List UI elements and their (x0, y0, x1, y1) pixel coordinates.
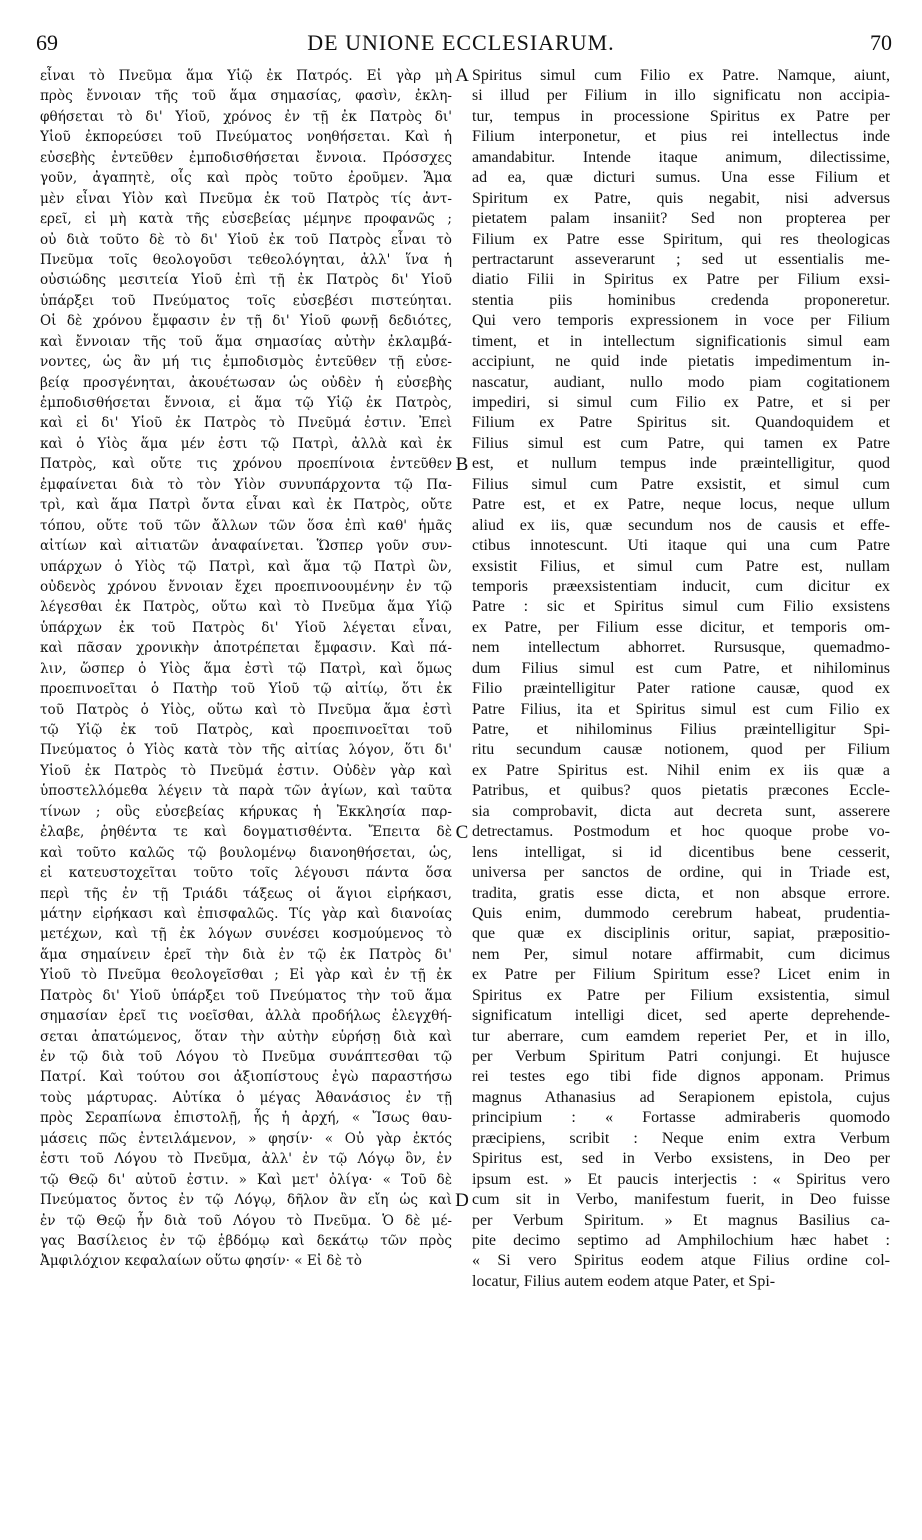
greek-text-line: νοντες, ὡς ἂν μή τις ἐμποδισμὸς ἐντεῦθεν τῇ εὐσε- (40, 354, 452, 371)
latin-text-line: nem Per, simul notare affirmabit, cum dicimus (472, 945, 890, 963)
latin-text-line: præcipiens, scribit : Neque enim extra Verbum (472, 1129, 890, 1147)
greek-text-line: ερεῖ, εἰ μὴ κατὰ τῆς εὐσεβείας μέμηνε προφανῶς ; (40, 211, 452, 228)
latin-text-line: magnus Athanasius ad Serapionem epistola, cujus (472, 1088, 890, 1106)
latin-text-line: pertractarunt asseverarunt ; sed ut essentialis me- (472, 250, 890, 268)
latin-text-line: per Verbum Spiritum Patri conjungi. Et hujusce (472, 1048, 890, 1065)
greek-text-line: καὶ τοῦτο καλῶς τῷ βουλομένῳ διανοηθήσεται, ὡς, (40, 844, 452, 861)
latin-text-line: ipsum est. » Et paucis interjectis : « Spiritus vero (472, 1170, 890, 1188)
latin-text-line: detrectamus. Postmodum et hoc quoque probe vo- (472, 823, 890, 841)
greek-text-line: μὲν εἶναι Υἱὸν καὶ Πνεῦμα ἐκ τοῦ Πατρὸς τίς ἀντ- (40, 190, 452, 207)
greek-text-line: Πατρὸς δι' Υἱοῦ ὑπάρξει τοῦ Πνεύματος τὴν τοῦ ἅμα (40, 987, 452, 1004)
greek-text-line: ἐλαβε, ῥηθέντα τε καὶ δογματισθέντα. Ἔπειτα δὲ (40, 824, 452, 841)
latin-text-line: ex Patre, per Filium esse dicitur, et temporis om- (472, 618, 890, 636)
greek-text-line: Πνεύματος ὁ Υἱὸς κατὰ τὸν τῆς αἰτίας λόγον, ὅτι δι' (40, 742, 452, 759)
greek-text-line: εὐσεβὴς ἐντεῦθεν ἐμποδισθήσεται ἔννοια. Πρόσσχες (40, 149, 452, 166)
latin-text-line: locatur, Filius autem eodem atque Pater, et Spi- (472, 1272, 776, 1290)
greek-text-line: τοὺς μάρτυρας. Αὐτίκα ὁ μέγας Ἀθανάσιος ἐν τῇ (40, 1089, 452, 1106)
latin-text-line: diatio Filii in Spiritus ex Patre per Filium exsi- (472, 271, 890, 289)
latin-text-line: stentia piis hominibus credenda proponeretur. (472, 291, 890, 309)
latin-text-line: principium : « Fortasse admiraberis quomodo (472, 1109, 890, 1127)
greek-text-line: Πνεῦμα τοῖς θεολογοῦσι τεθεολόγηται, ἀλλ' ἵνα ἡ (40, 251, 452, 268)
latin-text-line: sia comprobavit, dicta aut decreta sunt, asserere (472, 802, 890, 820)
greek-text-line: λιν, ὥσπερ ὁ Υἱὸς ἅμα ἐστὶ τῷ Πατρὶ, καὶ ὅμως (40, 660, 452, 677)
running-header (0, 30, 922, 66)
latin-text-line: Patre Filius, ita et Spiritus simul est cum Filio ex (472, 700, 890, 718)
latin-text-line: est, et nullum tempus inde præintelligitur, quod (472, 455, 890, 473)
latin-text-line: per Verbum Spiritum. » Et magnus Basilius ca- (472, 1211, 890, 1229)
latin-text-line: Spiritus ex Patre per Filium exsistentia, simul (472, 986, 890, 1004)
greek-text-line: πρὸς Σεραπίωνα ἐπιστολῇ, ἧς ἡ ἀρχή, « Ἴσως θαυ- (40, 1110, 452, 1127)
greek-text-line: ὑπάρξει τοῦ Πνεύματος τοῖς εὐσεβέσι πιστεύηται. (40, 292, 452, 309)
latin-text-line: Filius simul est cum Patre, qui tamen ex Patre (472, 434, 890, 452)
latin-text-line: rei testes ego tibi fide dignos apponam. Primus (472, 1068, 890, 1086)
latin-text-line: cum sit in Verbo, manifestum fuerit, in Deo fuisse (472, 1191, 890, 1209)
greek-text-line: Πνεύματος ὄντος ἐν τῷ Λόγῳ, δῆλον ἂν εἴη ὡς καὶ (40, 1192, 452, 1209)
section-marker: A (455, 65, 469, 86)
greek-text-line: σεται ἀπατώμενος, ὅταν τὴν αὐτὴν εὑρήσῃ διὰ καὶ (40, 1028, 452, 1045)
latin-text-line: tur aberrare, cum eamdem reperiet Per, et in illo, (472, 1027, 890, 1045)
latin-text-line: aliud ex iis, quæ secundum nos de causis et effe- (472, 516, 890, 534)
greek-text-line: ἐστι τοῦ Λόγου τὸ Πνεῦμα, ἀλλ' ἐν τῷ Λόγῳ ὂν, ἐν (40, 1151, 452, 1168)
greek-text-line: Υἱοῦ τὸ Πνεῦμα θεολογεῖσθαι ; Εἰ γὰρ καὶ ἐν τῇ ἐκ (40, 967, 452, 984)
latin-text-line: « Si vero Spiritus eodem atque Filius ordine col- (472, 1252, 890, 1270)
latin-text-line: Patre est, et ex Patre, neque locus, neque ullum (472, 496, 890, 514)
greek-text-line: Ἀμφιλόχιον κεφαλαίων οὕτω φησίν· « Εἰ δὲ τὸ (40, 1253, 362, 1270)
greek-text-line: μάτην εἰρήκασι καὶ ἐπισφαλῶς. Τίς γὰρ καὶ διανοίας (40, 905, 452, 922)
latin-text-line: ritu secundum causæ notionem, quod per Filium (472, 741, 890, 759)
latin-text-line: significatum intelligi dicet, sed aperte deprehende- (472, 1007, 890, 1025)
latin-text-line: Filio præintelligitur Pater ratione causæ, quod ex (472, 680, 890, 698)
greek-text-line: πρὸς ἔννοιαν τῆς τοῦ ἅμα σημασίας, φασὶν, ἐκλη- (40, 88, 452, 105)
greek-text-line: ἐμφαίνεται διὰ τὸ τὸν Υἱὸν συνυπάρχοντα τῷ Πα- (40, 476, 452, 493)
latin-text-line: impediri, si simul cum Filio ex Patre, et si per (472, 394, 890, 411)
latin-text-line: nascatur, audiant, nullo modo piam cogitationem (472, 373, 890, 391)
latin-text-line: pietatem palam insaniit? Sed non propterea per (472, 210, 890, 228)
greek-text-line: καὶ εἰ δι' Υἱοῦ ἐκ Πατρὸς τὸ Πνεῦμά ἐστιν. Ἐπεὶ (40, 415, 452, 432)
latin-text-line: Filium interponetur, et pius rei intellectus inde (472, 128, 890, 146)
greek-text-line: ὑπάρχων ἐκ τοῦ Πατρὸς δι' Υἱοῦ λέγεται εἶναι, (40, 619, 452, 636)
greek-text-line: εἰ κατευστοχεῖται τοῦτο τοῖς λέγουσι πάντα ὅσα (40, 865, 452, 882)
greek-text-line: Υἱοῦ ἐκ Πατρὸς τὸ Πνεῦμά ἐστιν. Οὐδὲν γὰρ καὶ (40, 762, 452, 779)
greek-text-line: καὶ ὁ Υἱὸς ἅμα μέν ἐστι τῷ Πατρὶ, ἀλλὰ καὶ ἐκ (40, 435, 452, 452)
greek-text-line: ἐν τῷ Θεῷ ἦν διὰ τοῦ Λόγου τὸ Πνεῦμα. Ὁ δὲ μέ- (40, 1212, 452, 1229)
greek-text-line: Πατρὸς, καὶ οὔτε τις χρόνου προεπίνοια ἐντεῦθεν (40, 456, 452, 473)
greek-text-line: οὐ διὰ τοῦτο δὲ τὸ δι' Υἱοῦ ἐκ τοῦ Πατρὸς εἶναι τὸ (40, 231, 452, 248)
latin-text-line: Quis enim, dummodo cerebrum habeat, prudentia- (472, 904, 890, 922)
latin-text-line: Qui vero temporis expressionem in voce per Filium (472, 312, 890, 330)
greek-text-line: ἐμποδισθήσεται ἔννοια, εἰ ἅμα τῷ Υἱῷ ἐκ Πατρὸς, (40, 395, 452, 411)
latin-text-line: accipiunt, ne quid inde pietatis impedimentum in- (472, 353, 890, 371)
greek-text-line: τίνων ; οὓς εὐσεβείας κήρυκας ἡ Ἐκκλησία παρ- (40, 803, 452, 820)
latin-text-line: amandabitur. Intende itaque animum, dilectissime, (472, 148, 890, 166)
latin-text-line: ex Patre Spiritus est. Nihil enim ex iis quæ a (472, 761, 890, 779)
latin-text-line: Patre, et nihilominus Filius præintelligitur Spi- (472, 721, 890, 738)
latin-text-line: pite decimo septimo ad Amphilochium hæc habet : (472, 1231, 890, 1249)
greek-text-line: μάσεις πῶς ἐντειλάμενον, » φησίν· « Οὐ γὰρ ἐκτός (40, 1130, 452, 1147)
latin-text-line: exsistit Filius, et simul cum Patre est, nullam (472, 557, 890, 575)
greek-text-line: προεπινοεῖται ὁ Πατὴρ τοῦ Υἱοῦ τῷ αἰτίῳ, ὅτι ἐκ (40, 681, 452, 698)
latin-text-line: nem intellectum abhorret. Rursusque, quemadmo- (472, 639, 890, 657)
greek-text-line: γοῦν, ἀγαπητὲ, οἷς καὶ πρὸς τοῦτο ἐροῦμεν. Ἅμα (40, 170, 452, 187)
greek-text-line: εἶναι τὸ Πνεῦμα ἅμα Υἱῷ ἐκ Πατρός. Εἰ γὰρ μὴ (40, 68, 452, 84)
greek-text-line: τῷ Υἱῷ ἐκ τοῦ Πατρὸς, καὶ προεπινοεῖται τοῦ (40, 722, 452, 738)
latin-text-line: Spiritum ex Patre, quis negabit, nisi adversus (472, 189, 890, 207)
greek-text-line: γας Βασίλειος ἐν τῷ ἑβδόμῳ καὶ δεκάτῳ τῶν πρὸς (40, 1232, 452, 1249)
greek-text-line: Οἱ δὲ χρόνου ἔμφασιν ἐν τῇ δι' Υἱοῦ φωνῇ δεδιότες, (40, 313, 452, 330)
greek-text-line: περὶ τῆς ἐν τῇ Τριάδι τάξεως οἱ ἅγιοι εἰρήκασι, (40, 885, 452, 902)
running-title: DE UNIONE ECCLESIARUM. (307, 30, 615, 55)
greek-text-line: λέγεσθαι ἐκ Πατρὸς, οὕτω καὶ τὸ Πνεῦμα ἅμα Υἱῷ (40, 599, 452, 616)
latin-text-line: si illud per Filium in illo significatu non accipia- (472, 87, 890, 105)
latin-text-line: Spiritus est, sed in Verbo exsistens, in Deo per (472, 1150, 890, 1168)
latin-text-line: timent, et in intellectum significationis simul eam (472, 332, 890, 350)
section-marker: D (455, 1189, 469, 1211)
greek-text-line: οὐδενὸς χρόνου ἔννοιαν ἔχει προεπινοουμένην ἐν τῷ (40, 578, 452, 595)
greek-text-line: καὶ πᾶσαν χρονικὴν ἀποτρέπεται ἔμφασιν. Καὶ πά- (40, 640, 452, 657)
latin-text-line: que quæ ex disciplinis oritur, sapiat, præpositio- (472, 925, 890, 943)
page-number-right: 70 (870, 30, 892, 55)
greek-text-line: τόπου, οὔτε τοῦ τῶν ἄλλων τῶν ὅσα ἐπὶ καθ' ἡμᾶς (40, 517, 452, 534)
latin-text-line: Filium ex Patre Spiritus sit. Quandoquidem et (472, 414, 890, 432)
latin-text-line: Patre : sic et Spiritus simul cum Filio exsistens (472, 598, 890, 616)
greek-text-line: τῷ Θεῷ δι' αὐτοῦ ἐστιν. » Καὶ μετ' ὀλίγα· « Τοῦ δὲ (40, 1171, 452, 1188)
page-number-left: 69 (36, 30, 58, 55)
greek-text-line: τοῦ Πατρὸς ὁ Υἱὸς, οὕτω καὶ τὸ Πνεῦμα ἅμα ἐστὶ (40, 701, 452, 718)
section-marker: B (455, 453, 469, 475)
greek-text-line: ὑποστελλόμεθα λέγειν τὰ παρὰ τῶν ἁγίων, καὶ ταῦτα (40, 783, 452, 800)
greek-text-line: υπάρχων ὁ Υἱὸς τῷ Πατρὶ, καὶ ἅμα τῷ Πατρὶ ὢν, (40, 558, 452, 575)
latin-text-line: Patribus, et quibus? quos pietatis præcones Eccle- (472, 782, 890, 800)
greek-text-line: βείᾳ προσγένηται, ἀκουέτωσαν ὡς οὐδὲν ἡ εὐσεβὴς (40, 374, 452, 391)
latin-text-line: lens intelligat, si id dicentibus bene cesserit, (472, 843, 890, 861)
greek-text-line: Υἱοῦ ἐκπορεύσει τοῦ Πνεύματος νοηθήσεται. Καὶ ἡ (40, 129, 452, 146)
greek-column (40, 66, 452, 1536)
greek-text-line: Πατρί. Καὶ τούτου σοι ἀξιοπίστους ἐγὼ παραστήσω (40, 1069, 452, 1086)
greek-text-line: ἐν τῷ διὰ τοῦ Λόγου τὸ Πνεῦμα συνάπτεσθαι τῷ (40, 1049, 452, 1065)
latin-text-line: dum Filius simul est cum Patre, et nihilominus (472, 659, 890, 677)
latin-column (472, 66, 890, 1536)
section-marker: C (455, 821, 469, 843)
greek-text-line: μετέχων, καὶ τῇ ἐκ λόγων συνέσει κοσμούμενος τὸ (40, 926, 452, 943)
greek-text-line: τρὶ, καὶ ἅμα Πατρὶ ὄντα εἶναι καὶ ἐκ Πατρὸς, οὔτε (40, 497, 452, 514)
latin-text-line: temporis præexsistentiam inducit, cum dicitur ex (472, 577, 890, 595)
latin-text-line: universa per sanctos de ordine, qui in Triade est, (472, 864, 890, 882)
latin-text-line: Filius simul cum Patre exsistit, et simul cum (472, 475, 890, 493)
greek-text-line: οὐσιώδης μεσιτεία Υἱοῦ ἐπὶ τῇ ἐκ Πατρὸς δι' Υἱοῦ (40, 272, 452, 289)
greek-text-line: σημασίαν ἐρεῖ τις νοεῖσθαι, ἀλλὰ προδήλως ἐλεγχθή- (40, 1008, 452, 1025)
latin-text-line: tur, tempus in processione Spiritus ex Patre per (472, 107, 890, 125)
greek-text-line: αἰτίων καὶ αἰτιατῶν ἀναφαίνεται. Ὥσπερ γοῦν συν- (40, 538, 452, 555)
latin-text-line: Spiritus simul cum Filio ex Patre. Namque, aiunt, (472, 67, 890, 84)
latin-text-line: ex Patre per Filium Spiritum esse? Licet enim in (472, 966, 890, 984)
latin-text-line: Filium ex Patre esse Spiritum, qui res theologicas (472, 230, 890, 248)
greek-text-line: καὶ ἔννοιαν τῆς τοῦ ἅμα σημασίας αὐτὴν ἐκλαμβά- (40, 333, 452, 350)
greek-text-line: ἅμα σημαίνειν ἐρεῖ τὴν διὰ ἐν τῷ ἐκ Πατρὸς δι' (40, 946, 452, 963)
latin-text-line: ad ea, quæ dicturi sumus. Una esse Filium et (472, 169, 890, 187)
latin-text-line: ctibus innotescunt. Uti itaque qui una cum Patre (472, 537, 890, 555)
greek-text-line: φθήσεται τὸ δι' Υἱοῦ, χρόνος ἐν τῇ ἐκ Πατρὸς δι' (40, 108, 452, 125)
latin-text-line: tradita, gratis esse dicta, et non absque errore. (472, 884, 890, 902)
